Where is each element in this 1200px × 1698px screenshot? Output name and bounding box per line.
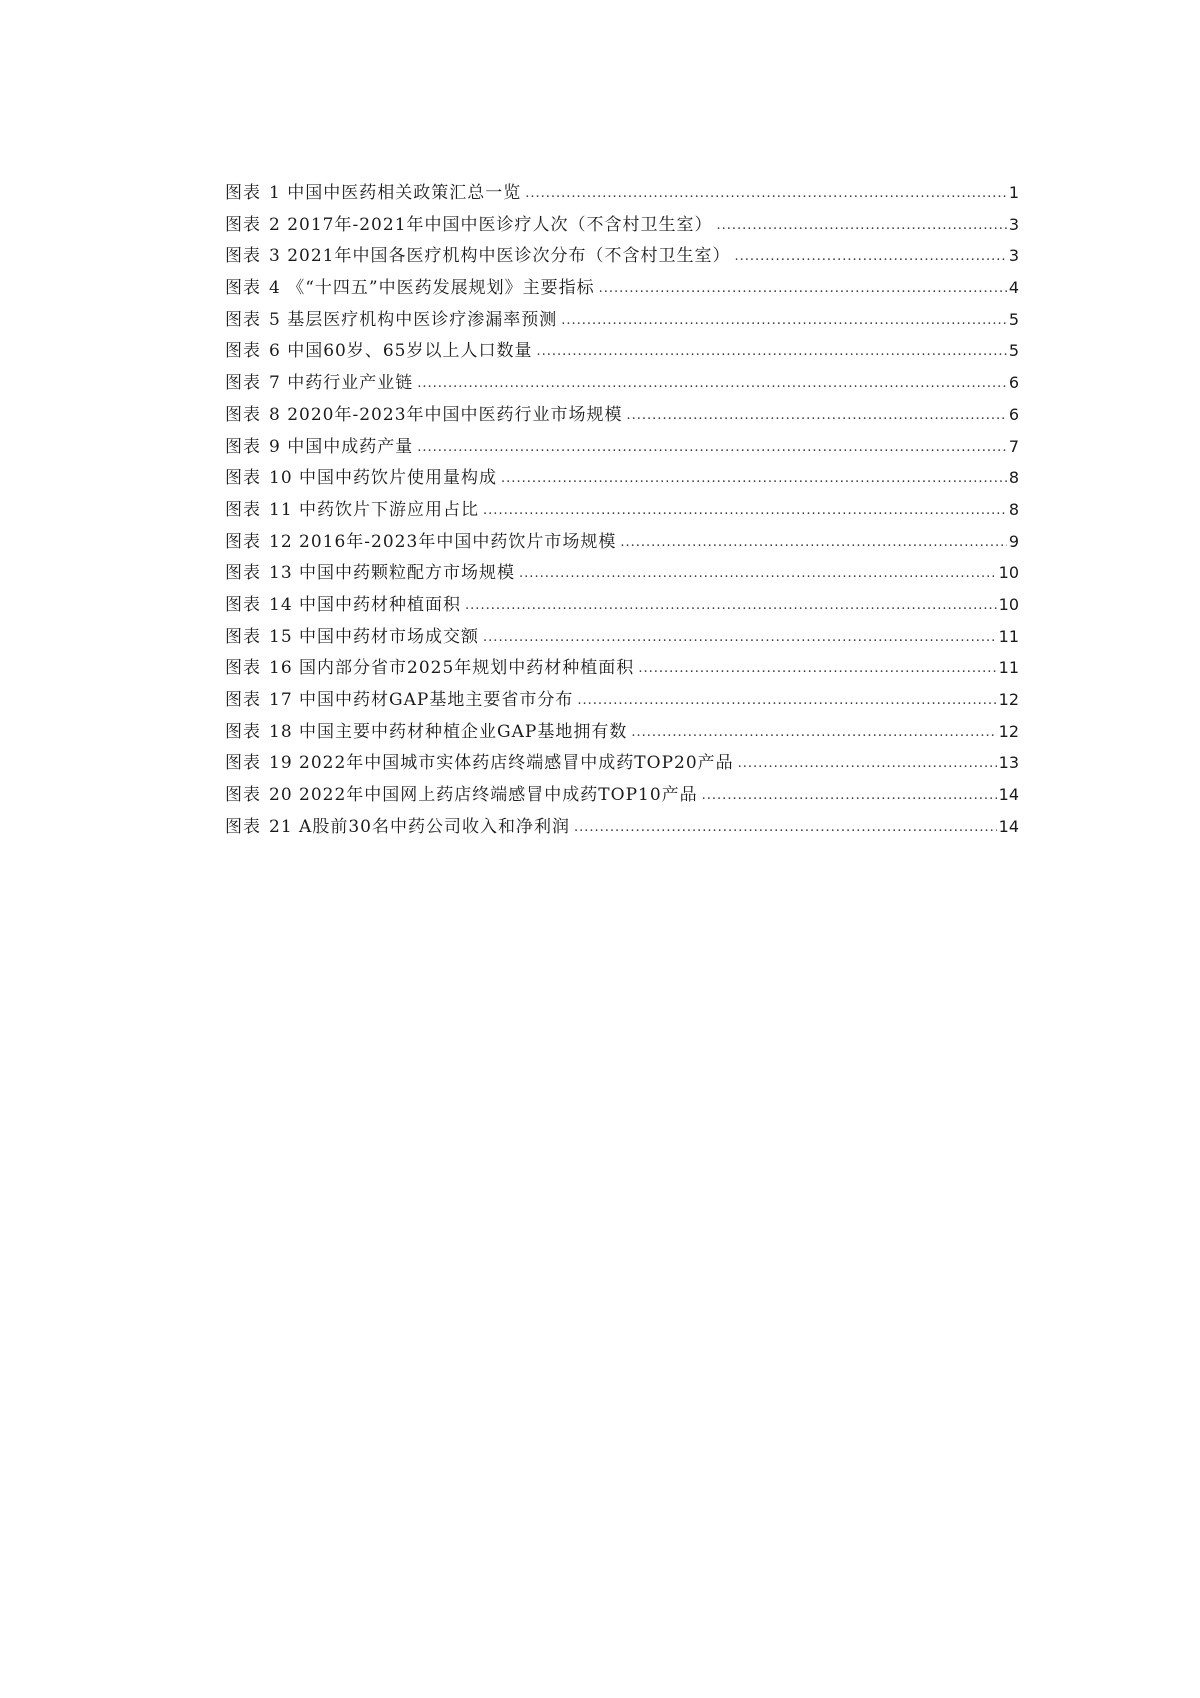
- toc-entry-prefix: 图表: [225, 563, 261, 584]
- toc-entry-title: 中国中成药产量: [287, 436, 414, 457]
- toc-entry-label: [225, 717, 627, 742]
- toc-entry-page: 3: [1008, 246, 1019, 266]
- toc-entry-title: 国内部分省市2025年规划中药材种植面积: [299, 658, 635, 679]
- toc-entry-page: 12: [998, 721, 1019, 741]
- toc-entry-label: [225, 812, 570, 837]
- toc-entry-title: 2017年-2021年中国中医诊疗人次（不含村卫生室）: [287, 214, 713, 235]
- toc-leader-dots: [525, 186, 1007, 201]
- toc-entry[interactable]: [225, 463, 1019, 495]
- toc-entry-prefix: 图表: [225, 341, 261, 362]
- toc-entry[interactable]: [225, 780, 1019, 812]
- toc-entry[interactable]: [225, 717, 1019, 749]
- toc-entry-number: 6: [269, 341, 281, 362]
- toc-leader-dots: [638, 661, 996, 676]
- toc-entry-title: A股前30名中药公司收入和净利润: [299, 816, 570, 837]
- toc-leader-dots: [574, 820, 997, 835]
- toc-entry-prefix: 图表: [225, 816, 261, 837]
- toc-entry-prefix: 图表: [225, 468, 261, 489]
- toc-entry-number: 11: [269, 499, 293, 520]
- toc-entry-title: 中国中药材市场成交额: [299, 626, 480, 647]
- toc-entry-page: 11: [998, 626, 1019, 646]
- toc-entry-prefix: 图表: [225, 436, 261, 457]
- toc-entry-page: 1: [1008, 183, 1019, 202]
- toc-entry-title: 中国中药材种植面积: [299, 594, 462, 615]
- toc-entry[interactable]: [225, 622, 1019, 654]
- toc-entry-label: [225, 653, 634, 678]
- toc-entry[interactable]: [225, 812, 1019, 844]
- toc-entry-label: [225, 178, 521, 203]
- toc-entry[interactable]: [225, 336, 1019, 368]
- toc-leader-dots: [577, 693, 996, 708]
- toc-entry-label: [225, 495, 479, 520]
- toc-entry-title: 2022年中国网上药店终端感冒中成药TOP10产品: [299, 785, 698, 806]
- toc-entry[interactable]: [225, 273, 1019, 305]
- toc-leader-dots: [738, 756, 997, 771]
- toc-entry-label: [225, 527, 616, 552]
- toc-entry-title: 中国中医药相关政策汇总一览: [287, 183, 522, 203]
- toc-entry-page: 14: [998, 785, 1019, 805]
- toc-leader-dots: [519, 566, 997, 581]
- toc-entry-prefix: 图表: [225, 690, 261, 710]
- toc-leader-dots: [417, 440, 1007, 455]
- toc-entry-label: [225, 748, 734, 773]
- toc-entry-number: 9: [269, 436, 281, 457]
- toc-entry-prefix: 图表: [225, 404, 261, 425]
- toc-entry[interactable]: [225, 590, 1019, 622]
- toc-entry[interactable]: [225, 495, 1019, 527]
- toc-leader-dots: [483, 503, 1007, 518]
- toc-entry-prefix: 图表: [225, 753, 261, 774]
- toc-entry-number: 18: [269, 721, 293, 742]
- toc-entry-title: 中药饮片下游应用占比: [299, 499, 480, 520]
- toc-entry-number: 4: [269, 278, 281, 299]
- toc-leader-dots: [417, 376, 1007, 391]
- toc-entry-number: 19: [269, 753, 293, 774]
- toc-leader-dots: [483, 630, 997, 645]
- toc-entry[interactable]: [225, 178, 1019, 210]
- toc-entry-label: [225, 368, 413, 393]
- toc-entry-number: 3: [269, 246, 281, 267]
- toc-entry-title: 2020年-2023年中国中医药行业市场规模: [287, 404, 623, 425]
- toc-entry-number: 16: [269, 658, 293, 679]
- toc-entry-number: 21: [269, 816, 293, 837]
- toc-entry-page: 8: [1008, 499, 1019, 519]
- toc-entry[interactable]: [225, 748, 1019, 780]
- toc-entry[interactable]: [225, 210, 1019, 242]
- toc-entry-page: 4: [1008, 278, 1019, 298]
- toc-entry-title: 基层医疗机构中医诊疗渗漏率预测: [287, 309, 558, 330]
- toc-entry-title: 2021年中国各医疗机构中医诊次分布（不含村卫生室）: [287, 246, 731, 267]
- toc-entry[interactable]: [225, 558, 1019, 590]
- table-of-figures: [225, 178, 1019, 843]
- toc-entry-page: 12: [998, 690, 1019, 709]
- toc-entry-title: 中国60岁、65岁以上人口数量: [287, 341, 533, 362]
- toc-entry-page: 6: [1008, 373, 1019, 393]
- toc-entry-label: [225, 590, 461, 615]
- toc-entry-prefix: 图表: [225, 658, 261, 679]
- toc-entry-page: 7: [1008, 436, 1019, 456]
- toc-entry-label: [225, 400, 623, 425]
- toc-entry-label: [225, 685, 573, 710]
- toc-entry-label: [225, 558, 515, 583]
- toc-entry-label: [225, 241, 731, 266]
- toc-entry-number: 5: [269, 309, 281, 330]
- toc-entry-label: [225, 463, 497, 488]
- toc-entry[interactable]: [225, 305, 1019, 337]
- toc-entry-prefix: 图表: [225, 309, 261, 330]
- toc-entry-prefix: 图表: [225, 373, 261, 394]
- toc-entry-page: 13: [998, 753, 1019, 773]
- toc-leader-dots: [465, 598, 997, 613]
- toc-entry-page: 14: [998, 816, 1019, 836]
- toc-entry-number: 17: [269, 690, 293, 710]
- toc-entry-prefix: 图表: [225, 499, 261, 520]
- toc-entry[interactable]: [225, 400, 1019, 432]
- toc-entry-number: 14: [269, 594, 293, 615]
- toc-entry[interactable]: [225, 653, 1019, 685]
- toc-entry-page: 6: [1008, 404, 1019, 424]
- toc-leader-dots: [501, 471, 1007, 486]
- toc-entry-title: 2022年中国城市实体药店终端感冒中成药TOP20产品: [299, 753, 734, 774]
- toc-entry-number: 1: [269, 183, 281, 203]
- toc-entry-prefix: 图表: [225, 626, 261, 647]
- toc-entry-number: 13: [269, 563, 293, 584]
- toc-leader-dots: [717, 218, 1007, 233]
- toc-entry-page: 5: [1008, 341, 1019, 361]
- toc-entry-prefix: 图表: [225, 785, 261, 806]
- toc-entry-label: [225, 780, 698, 805]
- toc-leader-dots: [537, 344, 1007, 359]
- toc-entry-title: 中国主要中药材种植企业GAP基地拥有数: [299, 721, 628, 742]
- toc-entry-prefix: 图表: [225, 531, 261, 552]
- toc-entry-prefix: 图表: [225, 721, 261, 742]
- toc-entry-label: [225, 432, 413, 457]
- toc-entry-label: [225, 273, 595, 298]
- toc-leader-dots: [599, 281, 1007, 296]
- toc-entry-title: 中国中药材GAP基地主要省市分布: [299, 690, 574, 710]
- toc-entry-title: 中国中药颗粒配方市场规模: [299, 563, 516, 584]
- toc-entry[interactable]: [225, 241, 1019, 273]
- toc-entry-prefix: 图表: [225, 278, 261, 299]
- toc-leader-dots: [735, 249, 1007, 264]
- toc-entry-number: 8: [269, 404, 281, 425]
- toc-entry[interactable]: [225, 432, 1019, 464]
- toc-entry-label: [225, 336, 533, 361]
- toc-leader-dots: [631, 725, 996, 740]
- toc-leader-dots: [702, 788, 997, 803]
- toc-entry-page: 5: [1008, 309, 1019, 329]
- toc-leader-dots: [620, 535, 1006, 550]
- toc-entry-prefix: 图表: [225, 214, 261, 235]
- toc-entry-prefix: 图表: [225, 183, 261, 203]
- toc-entry-page: 11: [998, 658, 1019, 678]
- toc-entry-title: 2016年-2023年中国中药饮片市场规模: [299, 531, 617, 552]
- toc-entry-prefix: 图表: [225, 246, 261, 267]
- toc-entry[interactable]: [225, 685, 1019, 717]
- toc-entry-page: 9: [1008, 531, 1019, 551]
- toc-entry-title: 中国中药饮片使用量构成: [299, 468, 498, 489]
- toc-entry[interactable]: [225, 368, 1019, 400]
- toc-entry-number: 2: [269, 214, 281, 235]
- toc-entry-number: 10: [269, 468, 293, 489]
- toc-entry-label: [225, 305, 557, 330]
- toc-entry-page: 3: [1008, 214, 1019, 234]
- toc-entry-number: 15: [269, 626, 293, 647]
- toc-leader-dots: [627, 408, 1007, 423]
- toc-entry-number: 12: [269, 531, 293, 552]
- toc-entry-page: 8: [1008, 468, 1019, 488]
- toc-entry-label: [225, 210, 713, 235]
- toc-entry-title: 《“十四五”中医药发展规划》主要指标: [287, 278, 595, 299]
- toc-leader-dots: [561, 313, 1007, 328]
- toc-entry-page: 10: [998, 594, 1019, 614]
- toc-entry-label: [225, 622, 479, 647]
- toc-entry-number: 20: [269, 785, 293, 806]
- toc-entry-page: 10: [998, 563, 1019, 583]
- toc-entry-prefix: 图表: [225, 594, 261, 615]
- toc-entry-number: 7: [269, 373, 281, 394]
- toc-entry[interactable]: [225, 527, 1019, 559]
- toc-entry-title: 中药行业产业链: [287, 373, 414, 394]
